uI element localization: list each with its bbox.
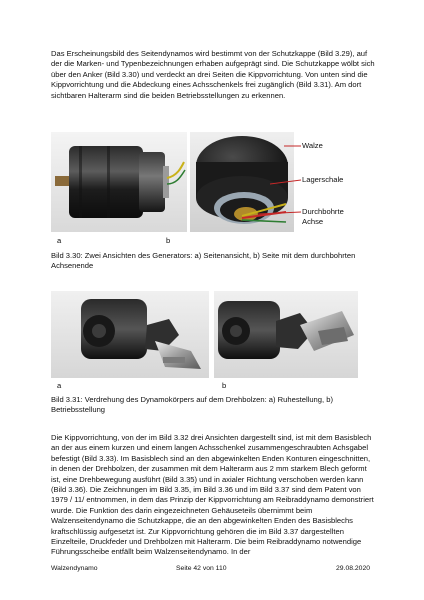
footer-date: 29.08.2020 [336, 565, 371, 572]
intro-paragraph: Das Erscheinungsbild des Seitendynamos wird bestimmt von der Schutzkappe (Bild 3.29), auf der die Marken- und Typenbezeichnungen erhaben aufgeprägt sind. Die Schutzkappe wölbt sich über den Anker (Bild 3.30) und verdeckt an drei Seiten die Kippvorrichtung. Von unten sind die Kippvorrichtung und die Abdeckung eines Achsschenkels frei zugänglich (Bild 3.31). Am dort sichtbaren Halterarm sind die beiden Betriebsstellungen zu erkennen. [51, 49, 375, 100]
figure-330-label-a: a [57, 236, 62, 245]
photo-rest-position [51, 291, 209, 378]
photo-operating-position [214, 291, 358, 378]
callout-lagerschale: Lagerschale [302, 175, 344, 184]
figure-331-label-b: b [222, 381, 227, 390]
figure-330-caption: Bild 3.30: Zwei Ansichten des Generators: a) Seitenansicht, b) Seite mit dem durchbohrten Achsenende [51, 251, 356, 271]
photo-generator-side-view [51, 132, 187, 232]
figure-331-caption: Bild 3.31: Verdrehung des Dynamokörpers auf dem Drehbolzen: a) Ruhestellung, b) Betriebsstellung [51, 395, 333, 415]
footer-document-title: Walzendynamo [51, 565, 98, 572]
figure-331-label-a: a [57, 381, 62, 390]
photo-generator-axle-end [190, 132, 294, 232]
callout-durchbohrte-achse: Durchbohrte Achse [302, 207, 344, 226]
main-paragraph: Die Kippvorrichtung, von der im Bild 3.32 drei Ansichten dargestellt sind, ist mit dem Basisblech an der aus einem kurzen und einem langen Achsschenkel zusammengeschraubten Achsgabel befestigt (Bild 3.33). Im Basisblech sind an den abgewinkelten Enden Konturen eingeschnitten, in denen der Drehbolzen, der zusammen mit dem Halterarm aus 2 mm starkem Blech geformt ist, eine Drehbewegung ausführt (Bild 3.35) und in axialer Richtung verschoben werden kann (Bild 3.36). Die Zeichnungen im Bild 3.35, im Bild 3.36 und im Bild 3.37 sind dem Patent von 1979 / 11/ entnommen, in dem das Prinzip der Kippvorrichtung am Reibraddynamo demonstriert wurde. Die Funktion des darin eingezeichneten Gehäuseteils übernimmt beim Walzenseitendynamo die Schutzkappe, die an den abgewinkelten Enden des Basisblechs kraftschlüssig aufgesetzt ist. Zur Kippvorrichtung gehören die im Bild 3.37 dargestellten Einzelteile, Druckfeder und Drehbolzen mit Halterarm. Die beim Reibraddynamo notwendige Führungsscheibe entfällt beim Walzenseitendynamo. In der [51, 433, 374, 557]
footer-page-number: Seite 42 von 110 [176, 565, 227, 572]
callout-walze: Walze [302, 141, 323, 150]
figure-330-label-b: b [166, 236, 171, 245]
